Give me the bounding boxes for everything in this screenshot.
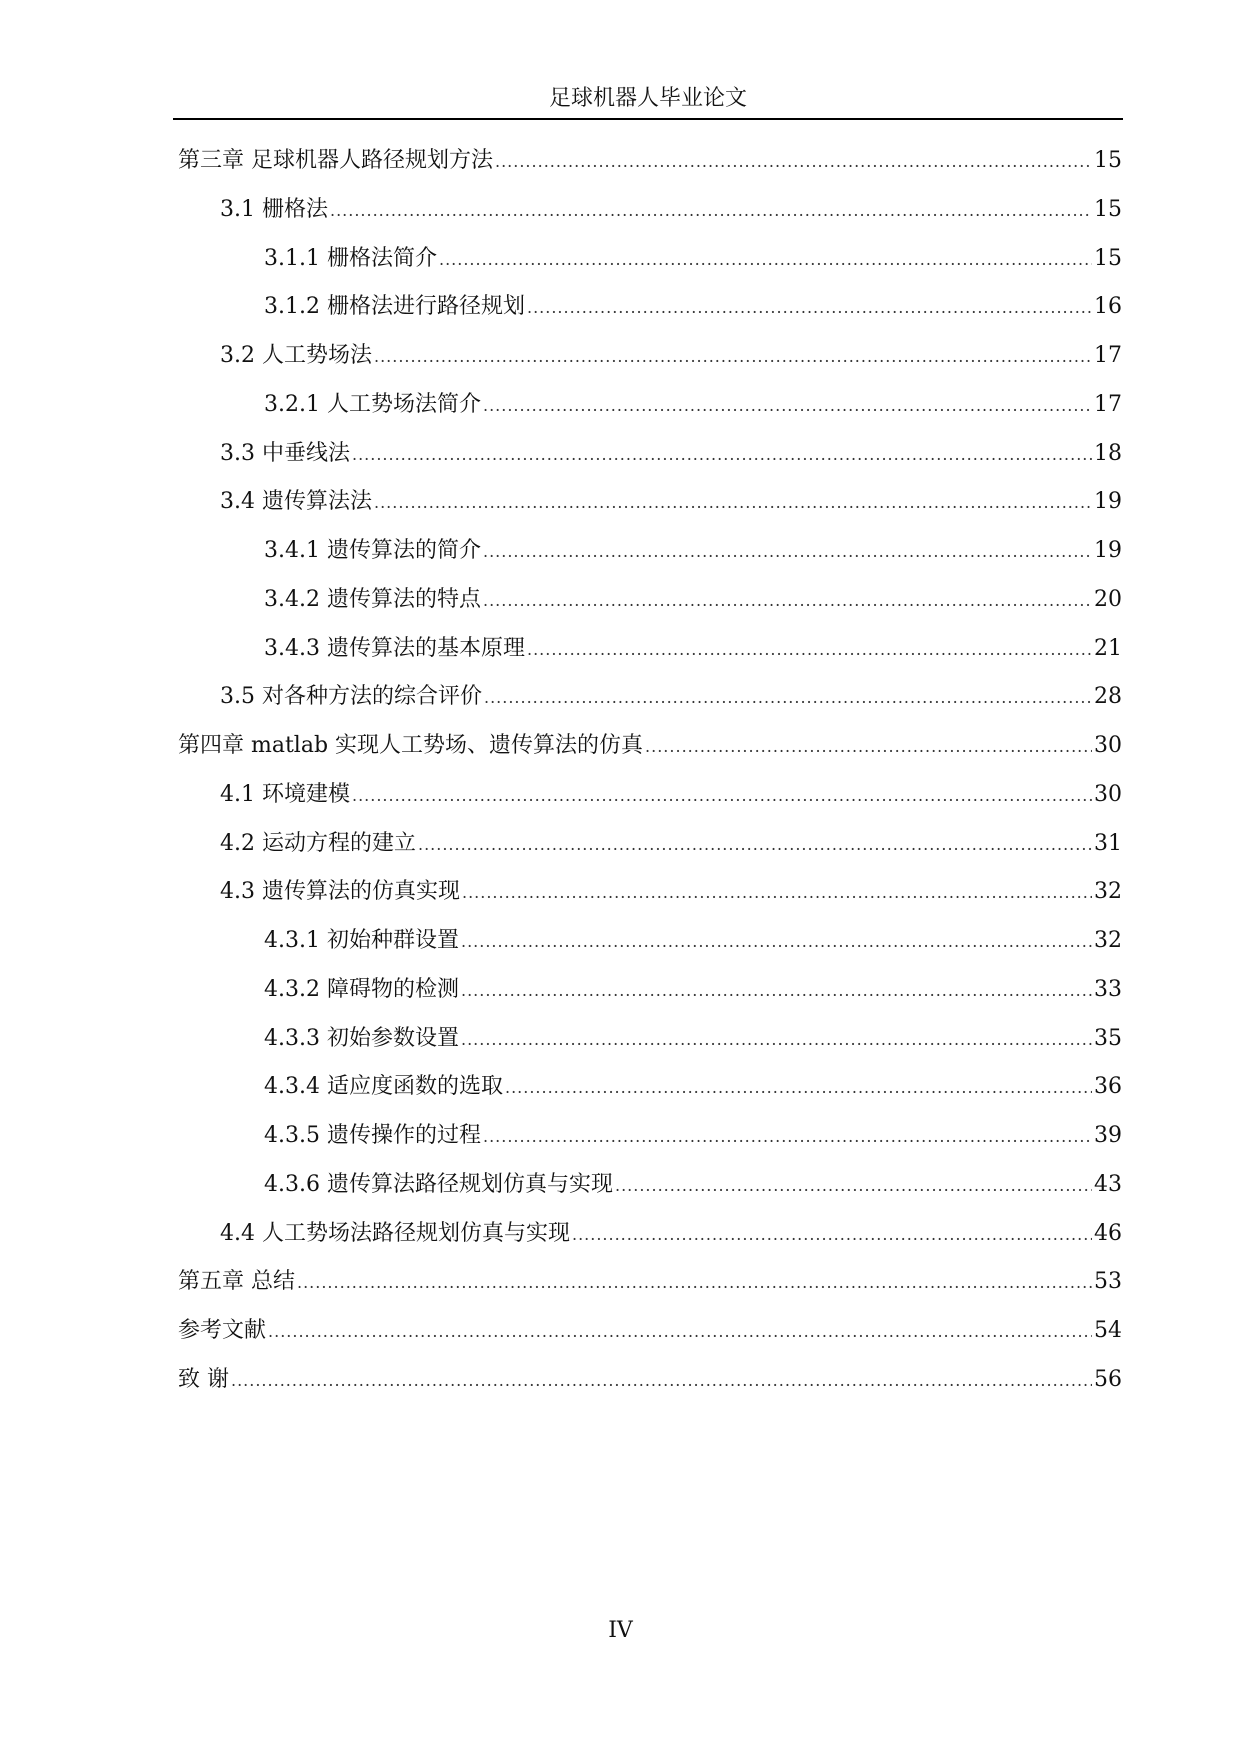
toc-entry-title: 第五章 总结 — [178, 1269, 295, 1295]
toc-entry — [178, 487, 1122, 536]
toc-entry-title: 4.3.6 遗传算法路径规划仿真与实现 — [264, 1171, 613, 1197]
toc-dot-leader — [268, 1317, 1092, 1347]
toc-entry-title: 3.2.1 人工势场法简介 — [264, 391, 481, 417]
toc-entry — [178, 439, 1122, 488]
toc-entry — [178, 390, 1122, 439]
toc-entry-title: 4.3.2 障碍物的检测 — [264, 976, 459, 1002]
running-header: 足球机器人毕业论文 — [548, 86, 747, 111]
toc-entry-title: 3.4 遗传算法法 — [220, 489, 372, 515]
toc-dot-leader — [418, 830, 1092, 860]
toc-entry-title: 3.3 中垂线法 — [220, 440, 350, 466]
toc-entry — [178, 292, 1122, 341]
toc-entry — [178, 829, 1122, 878]
toc-dot-leader — [527, 293, 1092, 323]
toc-dot-leader — [461, 976, 1092, 1006]
toc-entry-page: 32 — [1094, 879, 1122, 905]
toc-entry-page: 30 — [1094, 781, 1122, 807]
toc-entry-title: 3.1.2 栅格法进行路径规划 — [264, 294, 525, 320]
toc-dot-leader — [483, 586, 1092, 616]
toc-entry-page: 19 — [1094, 489, 1122, 515]
toc-entry — [178, 1121, 1122, 1170]
table-of-contents — [178, 146, 1122, 1414]
toc-entry — [178, 975, 1122, 1024]
toc-entry — [178, 1170, 1122, 1219]
toc-dot-leader — [527, 635, 1092, 665]
toc-entry-page: 20 — [1094, 586, 1122, 612]
toc-dot-leader — [505, 1073, 1092, 1103]
toc-entry-title: 第三章 足球机器人路径规划方法 — [178, 148, 493, 173]
toc-entry-title: 4.3.1 初始种群设置 — [264, 928, 459, 953]
toc-entry-page: 18 — [1094, 440, 1122, 466]
toc-entry-page: 36 — [1094, 1074, 1122, 1100]
toc-dot-leader — [461, 1025, 1092, 1055]
toc-entry-page: 16 — [1094, 294, 1122, 320]
toc-dot-leader — [352, 440, 1092, 470]
toc-entry-title: 3.4.2 遗传算法的特点 — [264, 586, 481, 612]
toc-entry — [178, 1267, 1122, 1316]
toc-entry — [178, 682, 1122, 731]
toc-entry-title: 4.3.5 遗传操作的过程 — [264, 1123, 481, 1148]
toc-entry-title: 3.1.1 栅格法简介 — [264, 245, 437, 271]
toc-entry-title: 致 谢 — [178, 1366, 229, 1392]
toc-dot-leader — [461, 927, 1092, 957]
toc-entry — [178, 1316, 1122, 1365]
toc-entry — [178, 195, 1122, 244]
toc-entry-page: 54 — [1094, 1318, 1122, 1343]
toc-entry-title: 第四章 matlab 实现人工势场、遗传算法的仿真 — [178, 733, 644, 758]
toc-dot-leader — [297, 1268, 1092, 1298]
toc-entry-title: 3.5 对各种方法的综合评价 — [220, 684, 482, 710]
toc-entry — [178, 1365, 1122, 1414]
toc-entry-page: 17 — [1094, 343, 1122, 368]
toc-entry — [178, 634, 1122, 683]
toc-entry — [178, 244, 1122, 293]
toc-entry-title: 3.1 栅格法 — [220, 196, 328, 222]
toc-dot-leader — [330, 196, 1092, 226]
toc-dot-leader — [439, 245, 1092, 275]
toc-entry-page: 21 — [1094, 635, 1122, 661]
toc-entry — [178, 146, 1122, 195]
page-number: IV — [608, 1618, 633, 1643]
toc-dot-leader — [483, 391, 1092, 421]
header-rule — [173, 118, 1123, 120]
toc-entry-page: 39 — [1094, 1123, 1122, 1148]
toc-entry-page: 43 — [1094, 1171, 1122, 1197]
toc-entry — [178, 1024, 1122, 1073]
toc-entry-title: 4.4 人工势场法路径规划仿真与实现 — [220, 1220, 570, 1246]
toc-entry-page: 15 — [1094, 148, 1122, 173]
toc-entry-page: 15 — [1094, 245, 1122, 271]
toc-dot-leader — [483, 537, 1092, 567]
toc-entry-title: 3.2 人工势场法 — [220, 343, 372, 368]
toc-dot-leader — [462, 878, 1092, 908]
toc-entry-page: 53 — [1094, 1269, 1122, 1295]
toc-entry-page: 32 — [1094, 928, 1122, 953]
toc-entry-page: 30 — [1094, 733, 1122, 758]
toc-entry — [178, 877, 1122, 926]
toc-dot-leader — [352, 781, 1092, 811]
toc-entry-page: 46 — [1094, 1220, 1122, 1246]
toc-dot-leader — [615, 1171, 1092, 1201]
toc-dot-leader — [374, 488, 1092, 518]
toc-entry-title: 4.1 环境建模 — [220, 781, 350, 807]
toc-entry-title: 4.3.4 适应度函数的选取 — [264, 1074, 503, 1100]
toc-entry-page: 56 — [1094, 1366, 1122, 1392]
toc-entry-title: 参考文献 — [178, 1318, 267, 1343]
toc-entry-page: 19 — [1094, 538, 1122, 563]
toc-entry-page: 15 — [1094, 196, 1122, 222]
toc-entry-page: 33 — [1094, 976, 1122, 1002]
toc-entry — [178, 731, 1122, 780]
toc-entry — [178, 1072, 1122, 1121]
toc-entry-title: 3.4.3 遗传算法的基本原理 — [264, 635, 525, 661]
toc-dot-leader — [495, 147, 1092, 177]
toc-entry-page: 35 — [1094, 1025, 1122, 1051]
toc-entry — [178, 780, 1122, 829]
toc-entry-page: 17 — [1094, 391, 1122, 417]
toc-entry — [178, 536, 1122, 585]
toc-dot-leader — [484, 683, 1092, 713]
toc-dot-leader — [483, 1122, 1092, 1152]
toc-entry-page: 28 — [1094, 684, 1122, 710]
toc-dot-leader — [572, 1220, 1092, 1250]
toc-entry — [178, 585, 1122, 634]
toc-entry — [178, 926, 1122, 975]
toc-dot-leader — [231, 1366, 1092, 1396]
toc-dot-leader — [645, 732, 1092, 762]
toc-entry — [178, 341, 1122, 390]
toc-dot-leader — [374, 342, 1092, 372]
toc-entry-title: 3.4.1 遗传算法的简介 — [264, 538, 481, 563]
toc-entry-title: 4.3 遗传算法的仿真实现 — [220, 879, 460, 905]
toc-entry-title: 4.2 运动方程的建立 — [220, 830, 416, 856]
toc-entry — [178, 1219, 1122, 1268]
toc-entry-title: 4.3.3 初始参数设置 — [264, 1025, 459, 1051]
toc-entry-page: 31 — [1094, 830, 1122, 856]
